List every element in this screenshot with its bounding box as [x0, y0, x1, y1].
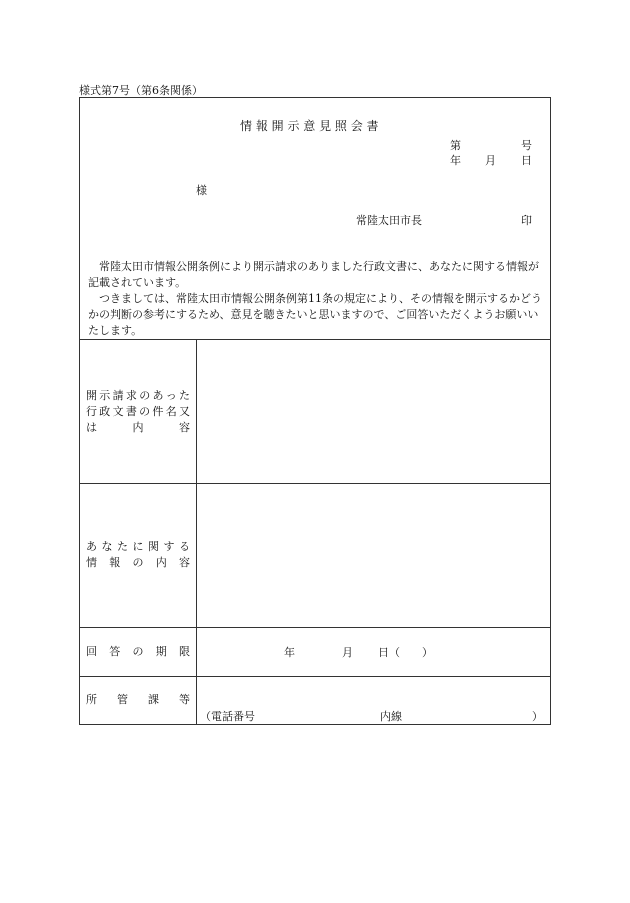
row-document-name-char: 容 — [179, 421, 190, 434]
row-your-info-char: 内 — [155, 556, 167, 569]
row-department-char: 管 — [117, 693, 128, 706]
date-month: 月 — [485, 154, 496, 167]
row-deadline-char: 答 — [109, 645, 121, 658]
row-deadline-char: 回 — [86, 645, 97, 658]
row-your-info-char: の — [132, 556, 144, 569]
row-your-info-char: 情 — [86, 556, 97, 569]
department-phone-label: （電話番号 — [200, 710, 255, 723]
row-deadline-char: 限 — [179, 645, 190, 658]
deadline-field[interactable] — [197, 628, 550, 676]
deadline-day: 日 — [378, 646, 389, 659]
date-year: 年 — [450, 154, 461, 167]
row-department-char: 所 — [86, 693, 97, 706]
body-paragraph-2: つきましては、常陸太田市情報公開条例第11条の規定により、その情報を開示するかどうかの判断の参考にするため、意見を聴きたいと思いますので、ご回答いただくようお願いいたします。 — [88, 292, 542, 337]
deadline-month: 月 — [342, 646, 353, 659]
row-document-name-label — [86, 388, 190, 436]
document-name-field[interactable] — [197, 340, 550, 483]
row-deadline-char: の — [132, 645, 144, 658]
row-your-info-label — [86, 539, 190, 571]
deadline-weekday-paren: （ ） — [389, 646, 433, 659]
issuer-name: 常陸太田市長 — [356, 214, 422, 227]
row-document-name-char: は — [86, 421, 97, 434]
row-your-info-char: 容 — [179, 556, 190, 569]
row-your-info-line1: あなたに関する — [86, 540, 190, 553]
row-document-name-line1: 開示請求のあった — [86, 389, 190, 402]
form-frame — [79, 97, 551, 725]
row-document-name-char: 内 — [132, 421, 144, 434]
row-deadline-label — [86, 644, 190, 660]
department-field[interactable] — [197, 677, 550, 705]
deadline-year: 年 — [284, 646, 295, 659]
date-day: 日 — [521, 154, 532, 167]
row-your-info-char: 報 — [109, 556, 121, 569]
department-extension-label: 内線 — [380, 710, 402, 723]
row-department-char: 等 — [179, 693, 190, 706]
issuer-seal: 印 — [521, 214, 532, 227]
addressee-suffix: 様 — [196, 184, 207, 197]
row-department-char: 課 — [148, 693, 159, 706]
department-close-paren: ） — [532, 710, 543, 723]
row-document-name-line2: 行政文書の件名又 — [86, 405, 190, 418]
body-paragraph-1: 常陸太田市情報公開条例により開示請求のありました行政文書に、あなたに関する情報が記載されています。 — [88, 260, 539, 289]
your-info-field[interactable] — [197, 484, 550, 627]
row-department-label — [86, 692, 190, 708]
form-number-label: 様式第7号（第6条関係） — [79, 84, 203, 97]
row-deadline-char: 期 — [155, 645, 167, 658]
doc-number-go: 号 — [521, 139, 532, 152]
doc-number-dai: 第 — [450, 139, 461, 152]
form-title: 情 報 開 示 意 見 照 会 書 — [240, 119, 379, 133]
